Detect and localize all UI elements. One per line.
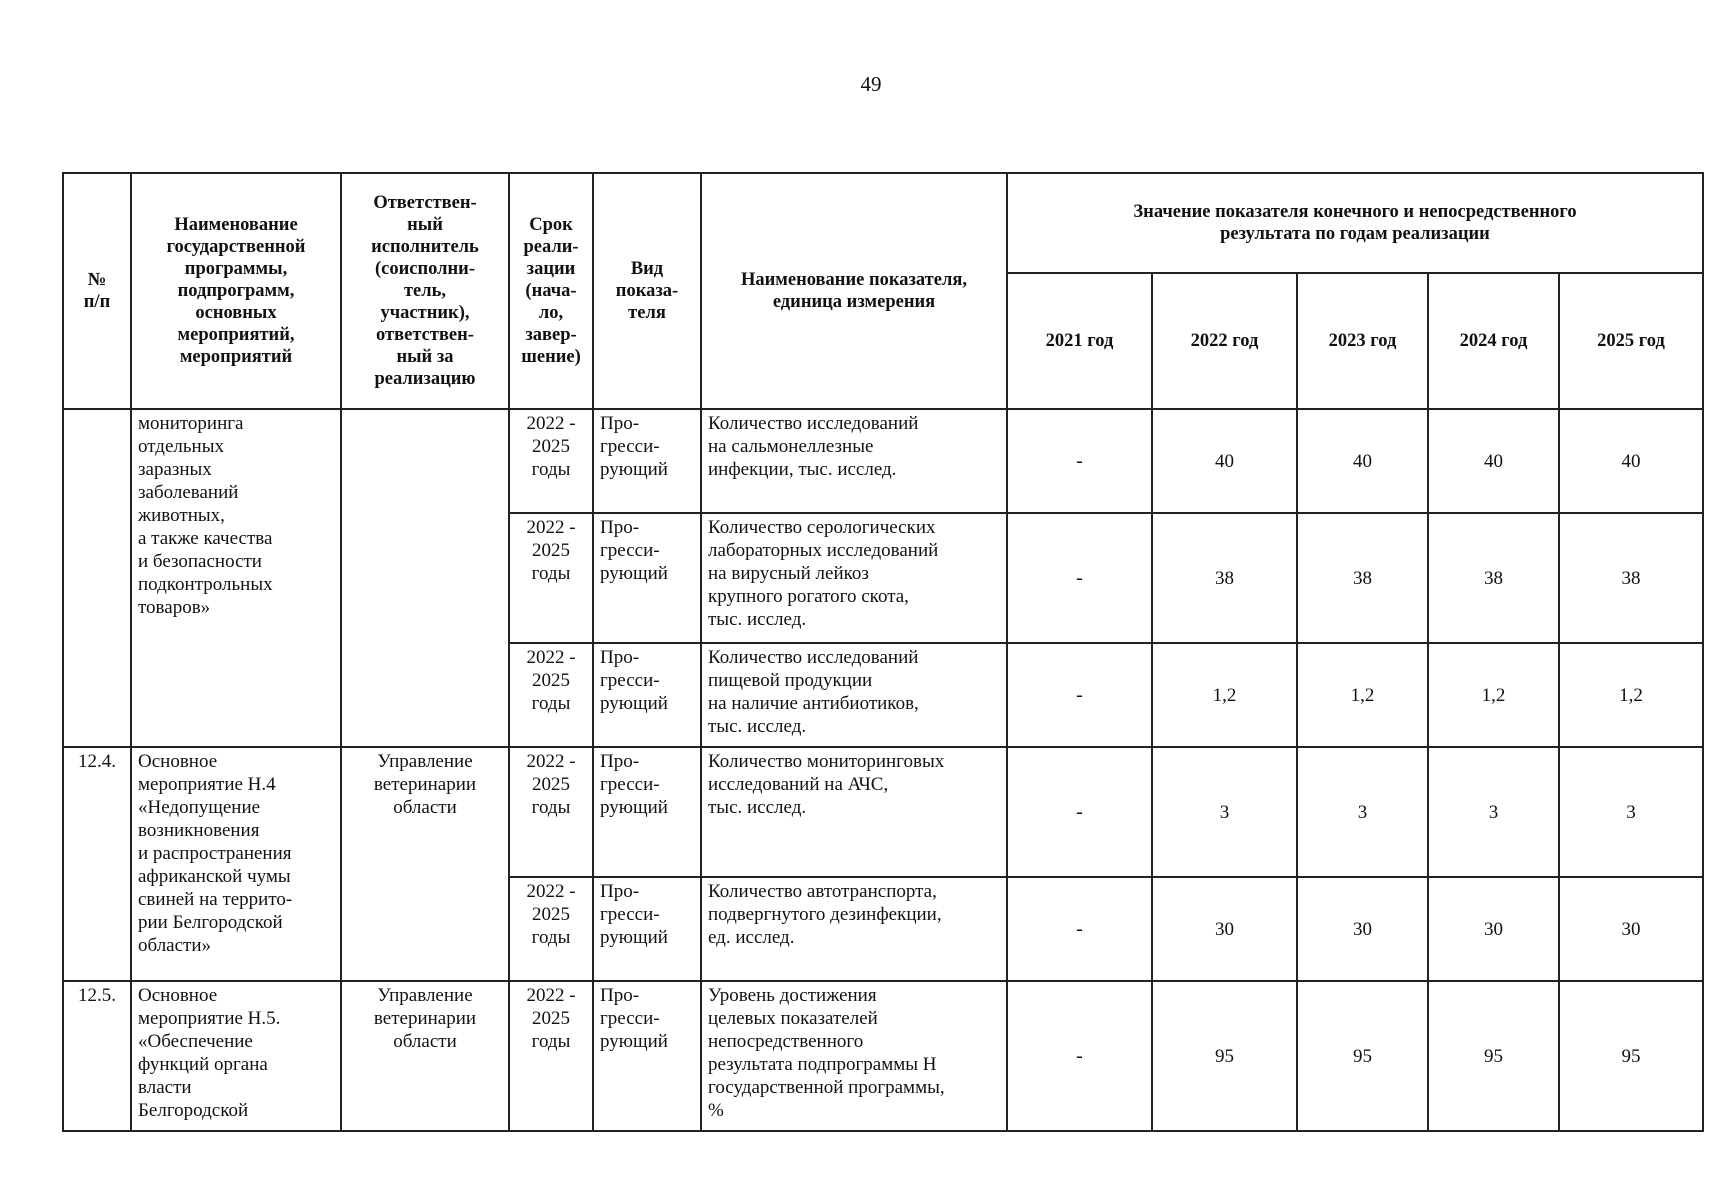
value-2022: 3: [1152, 747, 1297, 877]
indicator-name: Уровень достижения целевых показателей непосредственного результата подпрограммы Н государственной программы, %: [701, 981, 1007, 1131]
implementation-term: 2022 - 2025 годы: [509, 747, 593, 877]
implementation-term: 2022 - 2025 годы: [509, 877, 593, 981]
value-2022: 30: [1152, 877, 1297, 981]
value-2022: 38: [1152, 513, 1297, 643]
value-2021: -: [1007, 409, 1152, 513]
indicator-type: Про- гресси- рующий: [593, 513, 701, 643]
value-2024: 1,2: [1428, 643, 1559, 747]
header-year: 2023 год: [1297, 273, 1428, 409]
value-2023: 95: [1297, 981, 1428, 1131]
value-2021: -: [1007, 643, 1152, 747]
value-2023: 38: [1297, 513, 1428, 643]
program-name: Основное мероприятие Н.5. «Обеспечение функций органа власти Белгородской: [131, 981, 341, 1131]
indicator-name: Количество исследований пищевой продукции на наличие антибиотиков, тыс. исслед.: [701, 643, 1007, 747]
header-row-1: [63, 173, 1703, 273]
value-2025: 1,2: [1559, 643, 1703, 747]
implementation-term: 2022 - 2025 годы: [509, 409, 593, 513]
header-term: Срок реали- зации (нача- ло, завер- шение): [509, 173, 593, 409]
row-number: [63, 409, 131, 747]
row-number: 12.4.: [63, 747, 131, 981]
indicator-type: Про- гресси- рующий: [593, 981, 701, 1131]
implementation-term: 2022 - 2025 годы: [509, 643, 593, 747]
responsible-executor: Управление ветеринарии области: [341, 981, 509, 1131]
value-2024: 40: [1428, 409, 1559, 513]
value-2023: 1,2: [1297, 643, 1428, 747]
value-2025: 95: [1559, 981, 1703, 1131]
header-program: Наименование государственной программы, подпрограмм, основных мероприятий, мероприятий: [131, 173, 341, 409]
value-2021: -: [1007, 877, 1152, 981]
value-2025: 3: [1559, 747, 1703, 877]
header-values-group: Значение показателя конечного и непосредственного результата по годам реализации: [1007, 173, 1703, 273]
header-indicator-type: Вид показа- теля: [593, 173, 701, 409]
value-2022: 95: [1152, 981, 1297, 1131]
value-2023: 30: [1297, 877, 1428, 981]
value-2022: 1,2: [1152, 643, 1297, 747]
value-2023: 40: [1297, 409, 1428, 513]
program-name: Основное мероприятие Н.4 «Недопущение возникновения и распространения африканской чумы свиней на террито- рии Белгородской области»: [131, 747, 341, 981]
table-row: [63, 747, 1703, 877]
value-2025: 40: [1559, 409, 1703, 513]
value-2021: -: [1007, 513, 1152, 643]
indicator-name: Количество автотранспорта, подвергнутого дезинфекции, ед. исслед.: [701, 877, 1007, 981]
table-row: [63, 981, 1703, 1131]
value-2023: 3: [1297, 747, 1428, 877]
responsible-executor: [341, 409, 509, 747]
indicator-name: Количество серологических лабораторных исследований на вирусный лейкоз крупного рогатого скота, тыс. исслед.: [701, 513, 1007, 643]
value-2024: 38: [1428, 513, 1559, 643]
page-number: 49: [860, 72, 882, 96]
indicators-table: [62, 172, 1704, 1132]
header-year: 2021 год: [1007, 273, 1152, 409]
value-2025: 38: [1559, 513, 1703, 643]
implementation-term: 2022 - 2025 годы: [509, 981, 593, 1131]
indicator-type: Про- гресси- рующий: [593, 409, 701, 513]
value-2024: 30: [1428, 877, 1559, 981]
program-name: мониторинга отдельных заразных заболеваний животных, а также качества и безопасности подконтрольных товаров»: [131, 409, 341, 747]
indicator-type: Про- гресси- рующий: [593, 643, 701, 747]
value-2022: 40: [1152, 409, 1297, 513]
value-2024: 3: [1428, 747, 1559, 877]
indicator-type: Про- гресси- рующий: [593, 747, 701, 877]
value-2024: 95: [1428, 981, 1559, 1131]
indicator-name: Количество исследований на сальмонеллезные инфекции, тыс. исслед.: [701, 409, 1007, 513]
header-year: 2022 год: [1152, 273, 1297, 409]
indicator-name: Количество мониторинговых исследований на АЧС, тыс. исслед.: [701, 747, 1007, 877]
value-2021: -: [1007, 981, 1152, 1131]
responsible-executor: Управление ветеринарии области: [341, 747, 509, 981]
header-year: 2024 год: [1428, 273, 1559, 409]
header-indicator-name: Наименование показателя, единица измерения: [701, 173, 1007, 409]
indicator-type: Про- гресси- рующий: [593, 877, 701, 981]
row-number: 12.5.: [63, 981, 131, 1131]
header-year: 2025 год: [1559, 273, 1703, 409]
table-row: [63, 409, 1703, 513]
value-2025: 30: [1559, 877, 1703, 981]
header-executor: Ответствен- ный исполнитель (соисполни- тель, участник), ответствен- ный за реализацию: [341, 173, 509, 409]
implementation-term: 2022 - 2025 годы: [509, 513, 593, 643]
header-num: № п/п: [63, 173, 131, 409]
value-2021: -: [1007, 747, 1152, 877]
